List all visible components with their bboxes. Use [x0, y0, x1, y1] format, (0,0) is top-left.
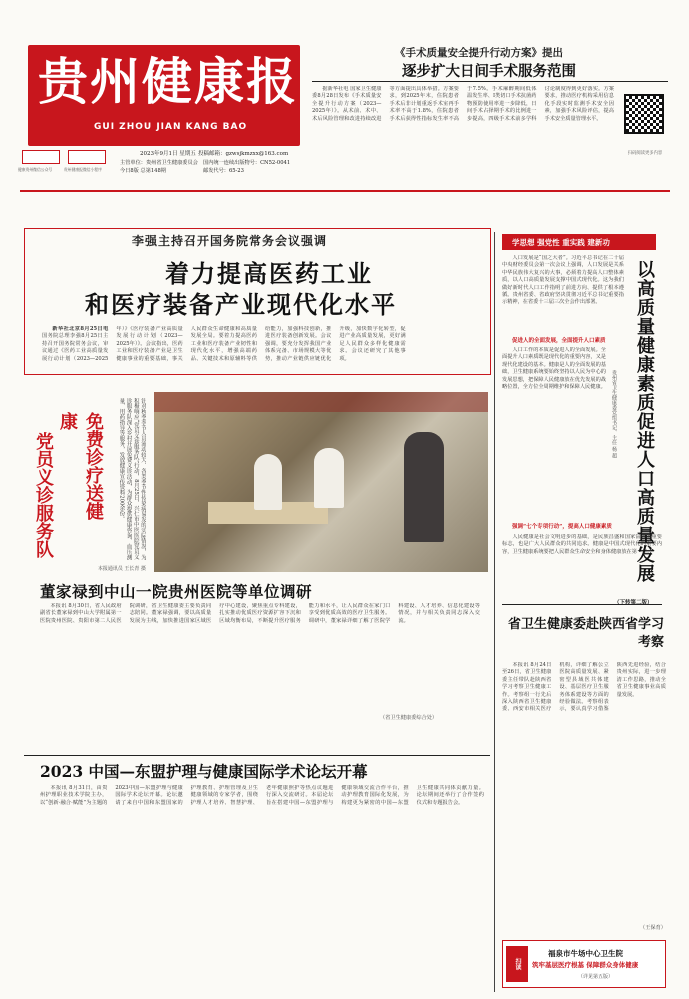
lead-body	[42, 326, 480, 371]
logo1-caption: 健康贵州微信公众号	[18, 167, 53, 172]
side-sec2: 强调“七个专项行动”，提高人口健康素质	[512, 524, 612, 530]
feature-body: 针对秋季季节人员流动较大、各类季节性传染病易发的实际情况，为积极响应“党员义诊服务队”行动，8月25日，兴仁市中医医院党员义诊服务队深入乡村开展免费义诊活动，为群众提供健康咨询、血压测量、用药指导等服务，发放健康宣传资料200余份。	[118, 398, 146, 560]
lead-body-text: 国务院总理李强8月25日主持召开国务院常务会议，审议通过《医药工业高质量发展行动计划（2023—2025年）》《医疗装备产业高质量发展行动计划（2023—2025年）》。会议指出，医药工业和医疗装备产业是卫生健康事业的重要基础，事关人民群众生命健康和高质量发展全局。要着力提高医药工业和医疗装备产业韧性和现代化水平，增强高端药品、关键技术和原辅料等供给能力，加强科技创新，推进医疗装备创新发展。会议强调，要充分发挥我国产业体系完备、市场规模大等优势，推动产业链供应链优化升级，加快数字化转型，促进产业高质量发展，更好满足人民群众多样化健康需求。会议还研究了其他事项。	[42, 326, 406, 362]
story2-body	[40, 603, 480, 713]
side-continued: （下转第二版）	[614, 600, 653, 606]
story2-headline: 董家禄到中山一院贵州医院等单位调研	[40, 582, 313, 601]
ad-title-1: 福泉市牛场中心卫生院	[548, 949, 623, 958]
ad-source: （详见第五版）	[578, 974, 614, 980]
logo2-caption: 贵州健康报微信小程序	[64, 167, 102, 172]
feature-author: 本报通讯员 王长青 摄	[97, 566, 146, 572]
masthead-title: 贵州健康报	[38, 52, 298, 111]
masthead-email: 投稿邮箱：gzwsjkmzxx@163.com	[198, 151, 289, 157]
photo-banner	[154, 392, 488, 412]
lead-headline-1: 着力提高医药工业	[165, 259, 373, 288]
top-story-headline: 逐步扩大日间手术服务范围	[402, 63, 576, 80]
masthead-mail-code: 邮发代号：65-23	[203, 168, 244, 174]
feature-vertical-title-1: 免费诊疗送健康	[57, 412, 104, 520]
logo-miniapp[interactable]	[68, 150, 106, 164]
col-divider	[494, 232, 495, 992]
side-body-1-text: 人口发展是“国之大者”。习近平总书记在二十届中央财经委员会第一次会议上强调，人口发展是关系中华民族伟大复兴的大事，必须着力提高人口整体素质，以人口高质量发展支撑中国式现代化。这为我们做好新时代人口工作指明了前进方向、提供了根本遵循。贵州省委、省政府坚决贯彻习近平总书记重要指示精神，在省委十三届三次全会作出部署。	[502, 255, 624, 306]
story2-source: （省卫生健康委综合处）	[380, 715, 438, 721]
story4-headline: 2023 中国—东盟护理与健康国际学术论坛开幕	[40, 762, 368, 781]
logo-wechat[interactable]	[22, 150, 60, 164]
side-body-1	[502, 255, 624, 329]
masthead-pages: 今日8版 总第148期	[120, 168, 166, 174]
photo-person	[314, 448, 344, 508]
story4-top-rule	[24, 755, 490, 756]
top-story-body	[312, 86, 614, 190]
story4-body-text: 本报讯 8月31日，由贵州护理职业技术学院主办，以“创新·融合·赋能”为主题的2023中国—东盟护理与健康国际学术论坛开幕。论坛邀请了来自中国和东盟国家的护理教育、护理管理及卫生健康领域的专家学者，围绕护理人才培养、智慧护理、老年健康照护等热点议题进行深入交流研讨。本届论坛旨在搭建中国—东盟护理与健康领域交流合作平台，推动护理教育国际化发展，为构建更为紧密的中国—东盟卫生健康共同体贡献力量。论坛期间还举行了合作签约仪式和专题报告会。	[40, 785, 484, 806]
masthead-pinyin: GUI ZHOU JIAN KANG BAO	[94, 122, 248, 132]
feature-photo	[154, 392, 488, 572]
side-vertical-title: 以高质量健康素质促进人口高质量发展	[634, 260, 655, 583]
top-story-qr-caption: 扫码阅读更多内容	[627, 151, 663, 156]
top-story-qr[interactable]	[624, 94, 664, 134]
story2-body-text: 本报讯 8月30日，省人民政府副省长董家禄到中山大学附属第一医院贵州医院、贵阳市第二人民医院调研，省卫生健康委主要负责同志陪同。董家禄强调，要以高质量发展为主线，加快推进国家区域医疗中心建设，聚焦重点专科建设，扎实推动优质医疗资源扩容下沉和区域均衡布局，不断提升医疗服务能力和水平，让人民群众在家门口享受到优质高效的医疗卫生服务。调研中，董家禄详细了解了医院学科建设、人才培养、信息化建设等情况，并与相关负责同志深入交流。	[40, 603, 480, 624]
story3-headline: 省卫生健康委赴陕西省学习考察	[507, 617, 664, 650]
side-body-3-text: 人民健康是社会文明进步的基础，是民族昌盛和国家富强的重要标志，也是广大人民群众的共同追求。健康是中国式现代化的重要内容，卫生健康系统要把人民群众生命安全和身体健康放在第一位。	[502, 534, 662, 555]
masthead-cn: 国内统一连续出版物号：CN52-0041	[203, 160, 291, 166]
top-story-kicker: 《手术质量安全提升行动方案》提出	[395, 47, 563, 59]
side-byline: 贵州省卫生健康委党组书记、主任 杨 超	[611, 370, 617, 459]
masthead-date: 2023年9月1日 星期五	[140, 151, 196, 157]
masthead-bottom-rule	[20, 190, 670, 192]
side-sec1: 促进人的全面发展，全面提升人口素质	[512, 338, 606, 344]
story4-body	[40, 785, 484, 990]
feature-vertical-title-2: 党员义诊服务队	[33, 432, 54, 558]
lead-dateline: 新华社北京8月25日电	[52, 326, 109, 332]
masthead-sponsor: 主管单位：贵州省卫生健康委员会	[120, 160, 198, 166]
side-divider	[502, 604, 662, 605]
story3-body-text: 本报讯 8月24日至26日，省卫生健康委主任带队赴陕西省学习考察卫生健康工作。考察组一行先后深入陕西省卫生健康委、西安市相关医疗机构，详细了解公立医院高质量发展、紧密型县域医共体建设、基层医疗卫生服务体系建设等方面的经验做法。考察组表示，要认真学习借鉴陕西先进经验，结合贵州实际，进一步理清工作思路，推动全省卫生健康事业高质量发展。	[502, 662, 666, 713]
side-body-2	[502, 347, 606, 497]
lead-headline-2: 和医疗装备产业现代化水平	[85, 290, 397, 319]
lead-kicker: 李强主持召开国务院常务会议强调	[132, 234, 328, 248]
top-story-body-text: 据新华社电 国家卫生健康委8月28日发布《手术质量安全提升行动方案（2023—2025年）》。从术前、术中、术后风险管理和改进持续改进等方面提出具体举措。方案要求，到2025年末，住院患者手术后非计划重返手术室再手术率不高于1.8%，住院患者手术后获得性指标发生率不高于7.5%。手术麻醉期间低体温发生率、I类切口手术抗菌药物预防使用率进一步降低，日间手术占择期手术的比例进一步提高，四级手术术前多学科讨论制度得到更好落实。方案要求，推动医疗机构采用信息化手段实时监测手术安全因素，加强手术风险评估，提高手术安全质量管理水平。	[312, 86, 614, 122]
side-body-2-text: 人口工作的本质是促进人的全面发展。全面提升人口素质既是现代化的重要内容，又是现代化建设的基本。健康是人的全面发展的基础，卫生健康系统要始终坚持以人民为中心的发展思想，把保障人民健康放在优先发展的战略位置，全方位全周期维护和保障人民健康。	[502, 347, 606, 391]
top-story-rule	[312, 81, 668, 82]
side-body-3	[502, 534, 662, 598]
photo-person	[404, 432, 444, 542]
ad-title-2: 筑牢基层医疗根基 保障群众身体健康	[532, 961, 639, 969]
ad-tag: 扫读	[506, 946, 528, 982]
story3-source: （王保育）	[640, 925, 666, 931]
photo-person	[254, 454, 282, 510]
side-slogan: 学思想 强党性 重实践 建新功	[512, 238, 610, 247]
story3-body	[502, 662, 666, 932]
